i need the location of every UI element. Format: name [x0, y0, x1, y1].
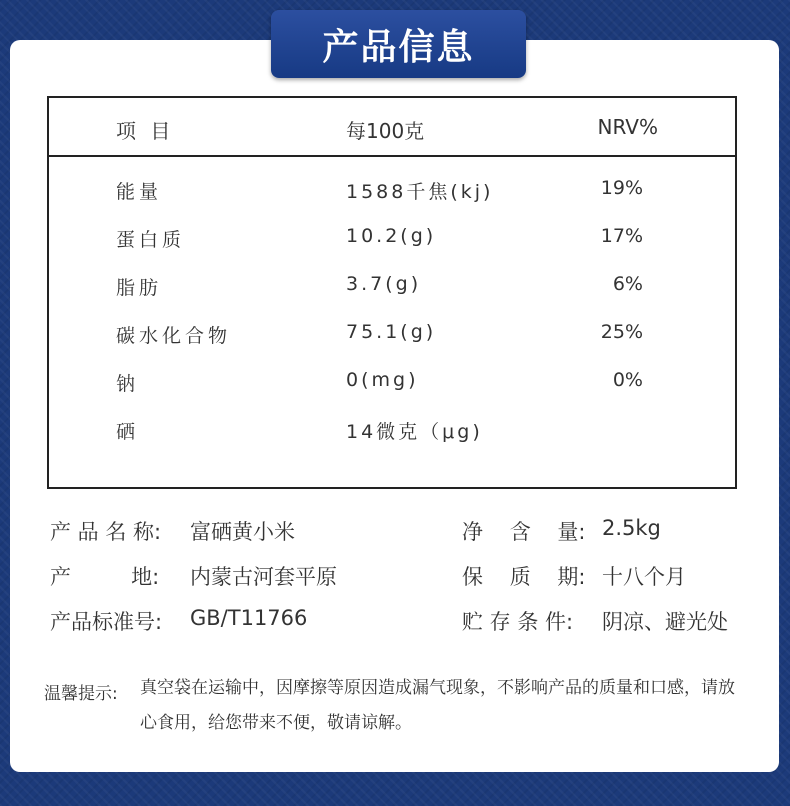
- row-item: 硒: [116, 421, 140, 443]
- standard-value: GB/T11766: [190, 606, 308, 630]
- row-nrv: 25%: [600, 321, 643, 343]
- product-name-label: 产 品 名 称:: [50, 520, 162, 544]
- net-weight-value: 2.5kg: [602, 516, 661, 540]
- nutrition-table: [47, 96, 737, 489]
- page-title: 产品信息: [271, 10, 526, 78]
- standard-label: 产品标准号:: [50, 610, 163, 634]
- row-amount: 14微克（μg): [346, 421, 483, 443]
- row-nrv: 17%: [600, 225, 643, 247]
- storage-value: 阴凉、避光处: [602, 610, 728, 634]
- row-nrv: 0%: [612, 369, 643, 391]
- origin-value: 内蒙古河套平原: [190, 565, 337, 589]
- shelf-life-label: 保 质 期:: [462, 565, 586, 589]
- tip-label: 温馨提示:: [44, 684, 118, 704]
- row-item: 蛋白质: [116, 229, 186, 251]
- row-amount: 0(mg): [346, 369, 419, 391]
- net-weight-label: 净 含 量:: [462, 520, 586, 544]
- row-nrv: 6%: [612, 273, 643, 295]
- row-amount: 10.2(g): [346, 225, 437, 247]
- row-amount: 3.7(g): [346, 273, 422, 295]
- header-nrv: NRV%: [597, 115, 658, 139]
- tip-text: 真空袋在运输中，因摩擦等原因造成漏气现象，不影响产品的质量和口感，请放心食用，给您带来不便，敬请谅解。: [140, 678, 735, 733]
- origin-label: 产 地:: [50, 565, 160, 589]
- header-per-100g: 每100克: [346, 119, 425, 143]
- shelf-life-value: 十八个月: [602, 565, 686, 589]
- row-item: 脂肪: [116, 277, 163, 299]
- storage-label: 贮 存 条 件:: [462, 610, 574, 634]
- row-item: 钠: [116, 373, 140, 395]
- row-amount: 1588千焦(kj): [346, 181, 494, 203]
- row-item: 碳水化合物: [116, 325, 232, 347]
- row-item: 能量: [116, 181, 163, 203]
- product-name-value: 富硒黄小米: [190, 520, 295, 544]
- row-amount: 75.1(g): [346, 321, 437, 343]
- header-item: 项 目: [116, 119, 175, 143]
- row-nrv: 19%: [600, 177, 643, 199]
- table-header: [49, 98, 735, 157]
